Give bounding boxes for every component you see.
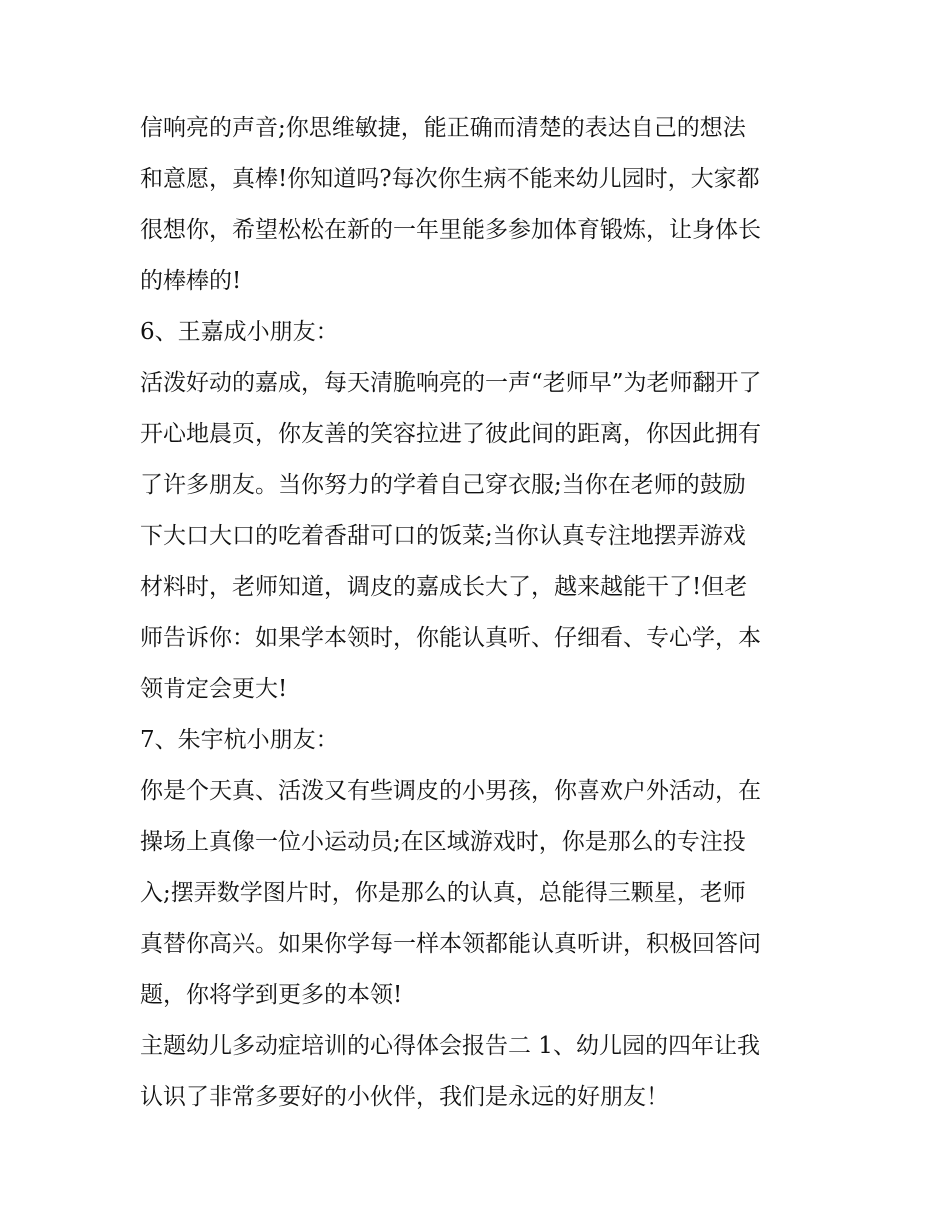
text-line-10: 材料时，老师知道，调皮的嘉成长大了，越来越能干了!但老 bbox=[140, 574, 748, 600]
text-line-6: 活泼好动的嘉成，每天清脆响亮的一声“老师早”为老师翻开了 bbox=[140, 370, 762, 396]
section-heading-7: 7、朱宇杭小朋友： bbox=[140, 727, 339, 753]
text-line-14: 你是个天真、活泼又有些调皮的小男孩，你喜欢户外活动，在 bbox=[140, 778, 761, 804]
text-line-2: 和意愿，真棒!你知道吗?每次你生病不能来幼儿园时，大家都 bbox=[140, 166, 760, 192]
text-line-16: 入;摆弄数学图片时，你是那么的认真，总能得三颗星，老师 bbox=[140, 880, 746, 906]
text-line-15: 操场上真像一位小运动员;在区域游戏时，你是那么的专注投 bbox=[140, 829, 746, 855]
text-line-7: 开心地晨页，你友善的笑容拉进了彼此间的距离，你因此拥有 bbox=[140, 421, 761, 447]
text-line-3: 很想你，希望松松在新的一年里能多参加体育锻炼，让身体长 bbox=[140, 217, 761, 243]
text-line-20: 认识了非常多要好的小伙伴，我们是永远的好朋友！ bbox=[140, 1084, 669, 1110]
text-line-4: 的棒棒的! bbox=[140, 268, 242, 294]
text-line-11: 师告诉你：如果学本领时，你能认真听、仔细看、专心学，本 bbox=[140, 625, 761, 651]
text-line-1: 信响亮的声音;你思维敏捷，能正确而清楚的表达自己的想法 bbox=[140, 115, 746, 141]
section-heading-6: 6、王嘉成小朋友： bbox=[140, 319, 339, 345]
text-line-18: 题，你将学到更多的本领! bbox=[140, 982, 403, 1008]
body-text bbox=[140, 103, 820, 1123]
text-line-19: 主题幼儿多动症培训的心得体会报告二 1、幼儿园的四年让我 bbox=[140, 1033, 760, 1059]
text-line-12: 领肯定会更大! bbox=[140, 676, 288, 702]
text-line-17: 真替你高兴。如果你学每一样本领都能认真听讲，积极回答问 bbox=[140, 931, 761, 957]
text-line-8: 了许多朋友。当你努力的学着自己穿衣服;当你在老师的鼓励 bbox=[140, 472, 746, 498]
text-line-9: 下大口大口的吃着香甜可口的饭菜;当你认真专注地摆弄游戏 bbox=[140, 523, 746, 549]
